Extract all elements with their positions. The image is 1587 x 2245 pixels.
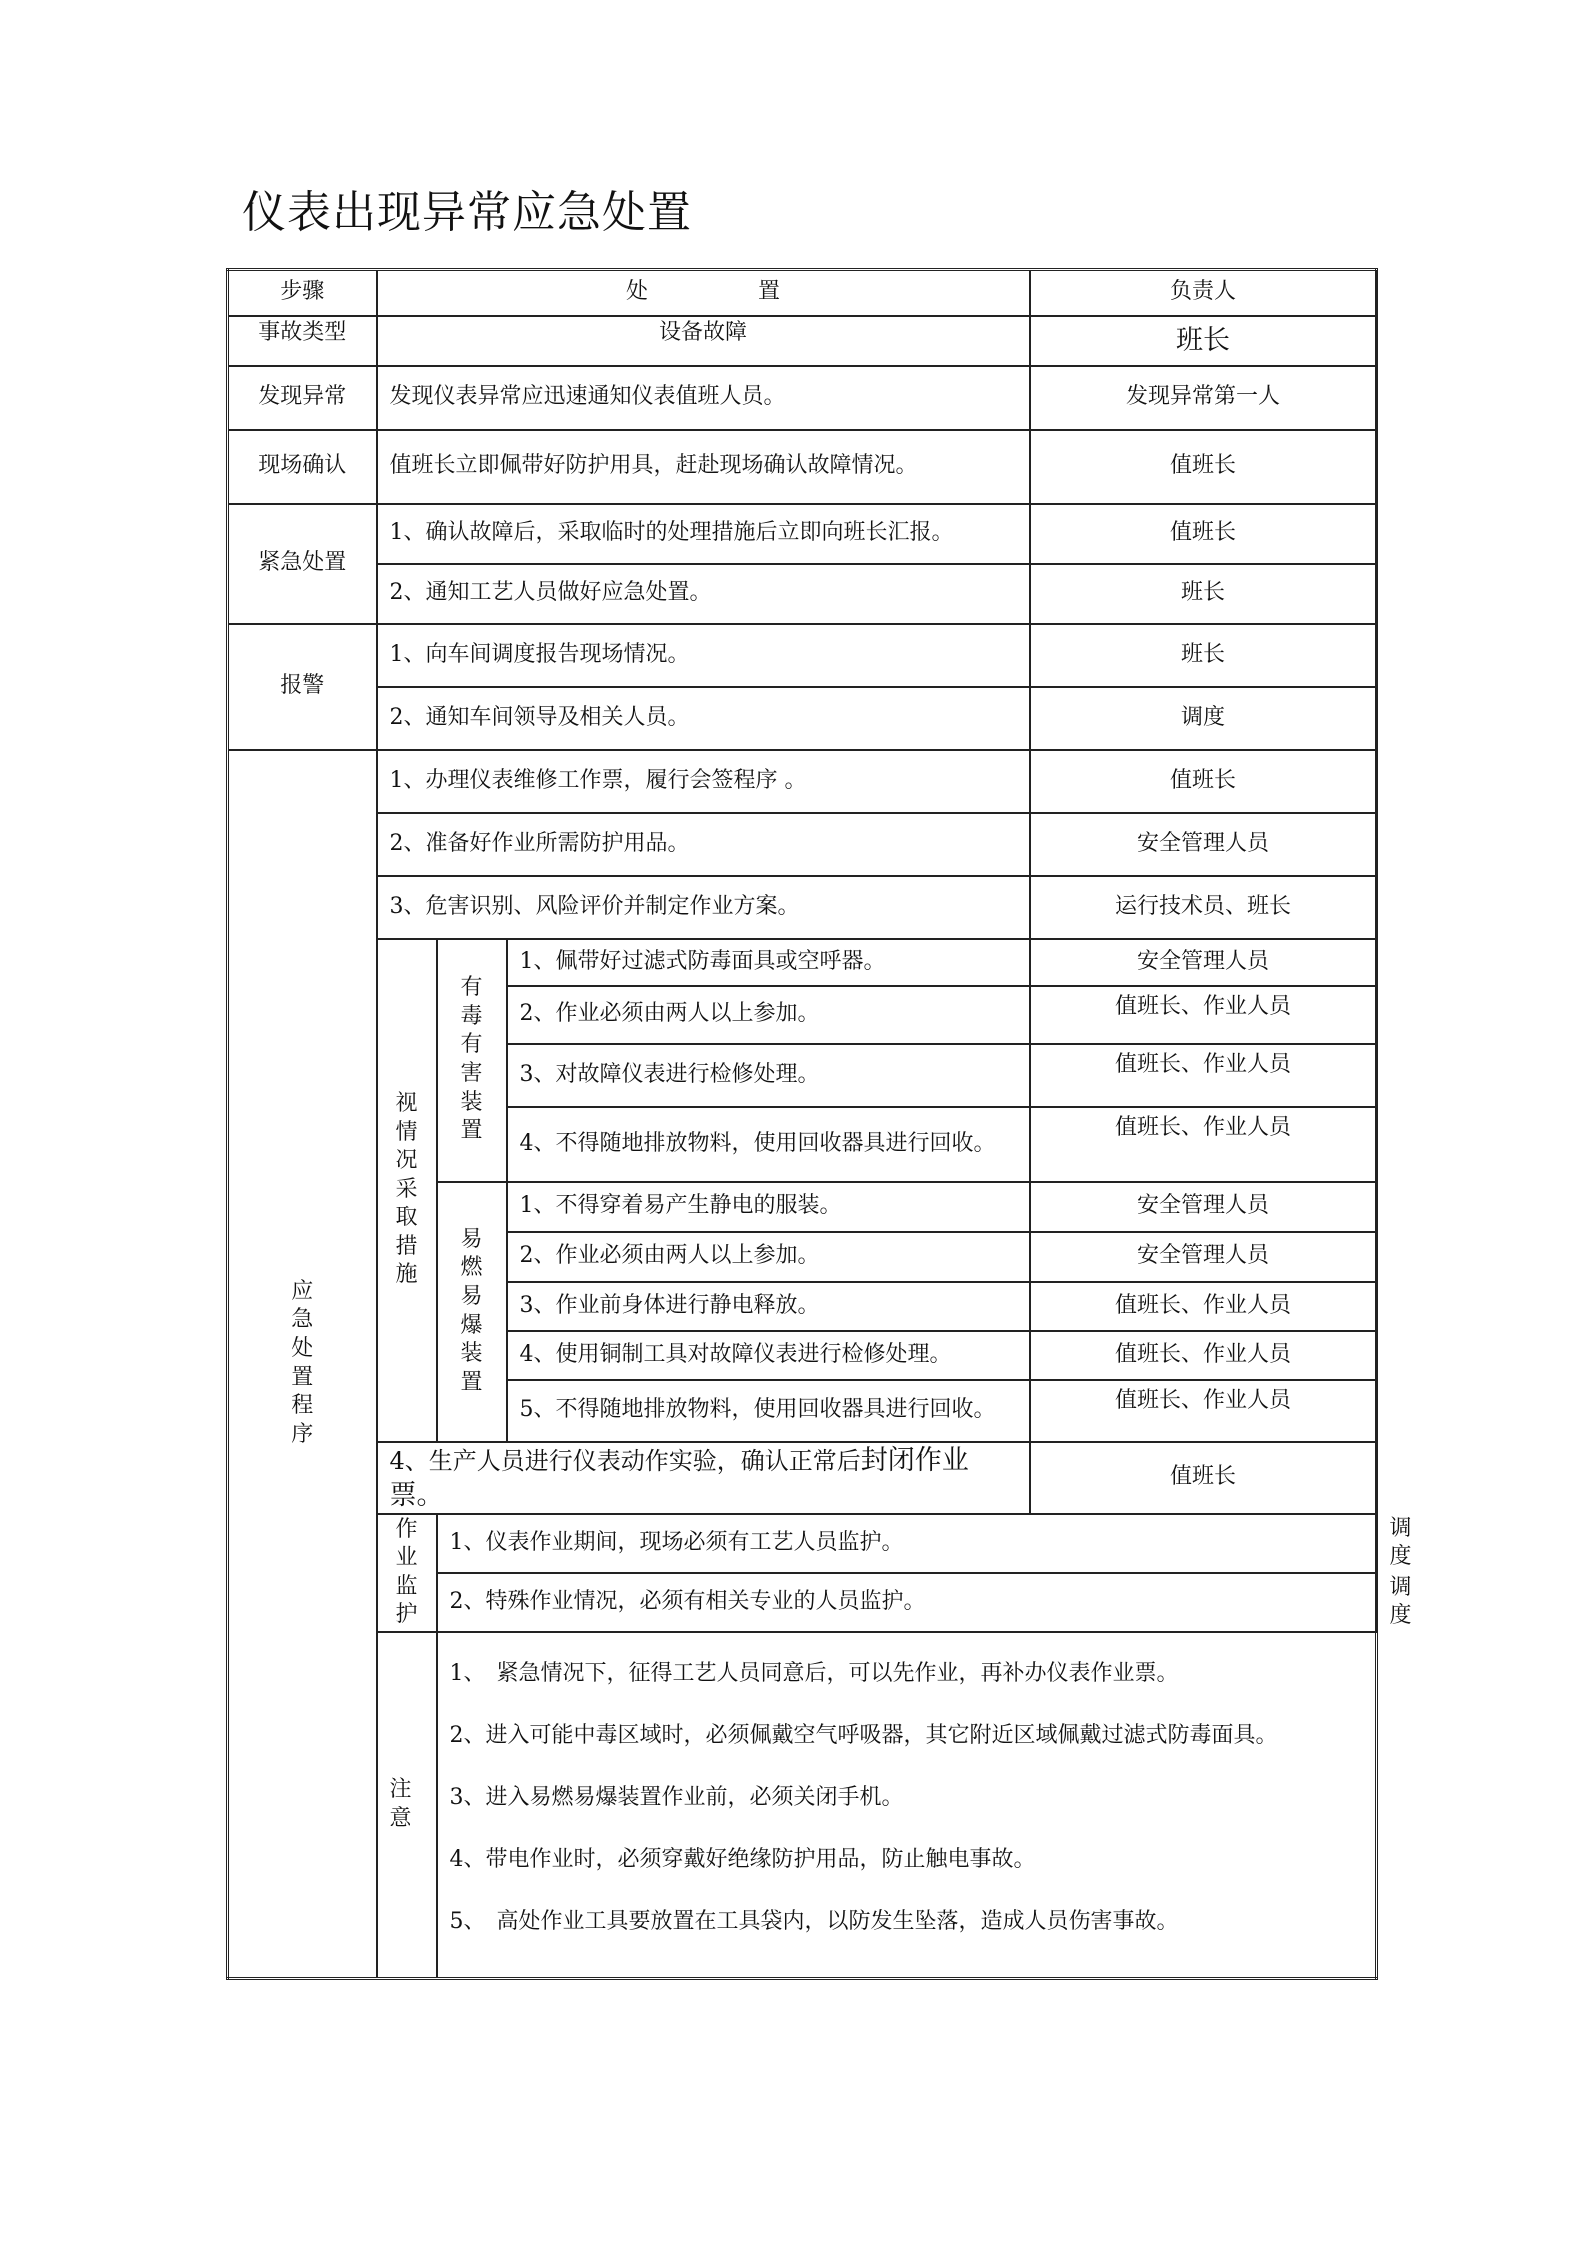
alarm-text-1: 1、向车间调度报告现场情况。	[377, 624, 1030, 687]
flammable-label	[437, 1182, 507, 1442]
toxic-label-char: 毒	[460, 1003, 483, 1029]
procedure-label-char: 程	[291, 1393, 314, 1419]
toxic-text-4: 4、不得随地排放物料，使用回收器具进行回收。	[507, 1107, 1030, 1182]
measures-label-char: 施	[395, 1262, 418, 1288]
emergency-text-1: 1、确认故障后，采取临时的处理措施后立即向班长汇报。	[377, 504, 1030, 564]
note-item: 3、进入易燃易爆装置作业前，必须关闭手机。	[449, 1785, 904, 1811]
confirm-owner: 值班长	[1030, 430, 1377, 504]
confirm-text: 值班长立即佩带好防护用具，赶赴现场确认故障情况。	[377, 430, 1030, 504]
toxic-label-char: 有	[460, 1032, 483, 1058]
note-item: 4、带电作业时，必须穿戴好绝缘防护用品，防止触电事故。	[449, 1847, 1036, 1873]
emergency-text-2: 2、通知工艺人员做好应急处置。	[377, 564, 1030, 624]
flammable-text-2: 2、作业必须由两人以上参加。	[507, 1232, 1030, 1282]
confirm-label: 现场确认	[228, 430, 377, 504]
flammable-label-char: 燃	[460, 1255, 483, 1281]
flammable-text-3: 3、作业前身体进行静电释放。	[507, 1282, 1030, 1331]
measures-label-char: 措	[395, 1233, 418, 1259]
discover-owner: 发现异常第一人	[1030, 366, 1377, 430]
table-row: 2、特殊作业情况，必须有相关专业的人员监护。 调度	[228, 1573, 1377, 1632]
monitor-label: 作业监护	[377, 1514, 437, 1632]
flammable-text-1: 1、不得穿着易产生静电的服装。	[507, 1182, 1030, 1232]
header-action: 处 置	[377, 270, 1030, 316]
procedure-final-owner: 值班长	[1030, 1442, 1377, 1514]
flammable-owner-1: 安全管理人员	[1030, 1182, 1377, 1232]
procedure-label-char: 置	[291, 1364, 314, 1390]
toxic-label-char: 有	[460, 975, 483, 1001]
note-item: 5、 高处作业工具要放置在工具袋内，以防发生坠落，造成人员伤害事故。	[449, 1909, 1179, 1935]
emergency-procedure-table	[226, 268, 1412, 1980]
header-owner: 负责人	[1030, 270, 1377, 316]
flammable-owner-3: 值班长、作业人员	[1030, 1282, 1377, 1331]
measures-label-char: 情	[395, 1119, 418, 1145]
procedure-owner-1: 值班长	[1030, 750, 1377, 813]
accident-type-value: 设备故障	[377, 316, 1030, 366]
toxic-text-1: 1、佩带好过滤式防毒面具或空呼器。	[507, 939, 1030, 986]
procedure-label-char: 处	[291, 1335, 314, 1361]
flammable-text-5: 5、不得随地排放物料，使用回收器具进行回收。	[507, 1380, 1030, 1442]
accident-type-label: 事故类型	[228, 316, 377, 366]
emergency-owner-1: 值班长	[1030, 504, 1377, 564]
table-row	[228, 504, 1377, 564]
table-row	[228, 687, 1377, 750]
note-item: 1、 紧急情况下，征得工艺人员同意后，可以先作业，再补办仪表作业票。	[449, 1661, 1179, 1687]
procedure-final-text-b: 封闭作业票。	[389, 1444, 969, 1511]
alarm-text-2: 2、通知车间领导及相关人员。	[377, 687, 1030, 750]
table-row: 作业监护 1、仪表作业期间，现场必须有工艺人员监护。 调度	[228, 1514, 1377, 1573]
emergency-owner-2: 班长	[1030, 564, 1377, 624]
table-row	[228, 876, 1377, 939]
table-row	[228, 564, 1377, 624]
procedure-owner-2: 安全管理人员	[1030, 813, 1377, 876]
flammable-label-char: 装	[460, 1341, 483, 1367]
discover-text: 发现仪表异常应迅速通知仪表值班人员。	[377, 366, 1030, 430]
toxic-label-char: 装	[460, 1089, 483, 1115]
alarm-label: 报警	[228, 624, 377, 750]
toxic-label-char: 害	[460, 1061, 483, 1086]
notes-label: 注 意	[377, 1632, 437, 1978]
alarm-owner-1: 班长	[1030, 624, 1377, 687]
toxic-label	[437, 939, 507, 1182]
table-row	[228, 430, 1377, 504]
procedure-text-1: 1、办理仪表维修工作票，履行会签程序 。	[377, 750, 1030, 813]
toxic-text-2: 2、作业必须由两人以上参加。	[507, 986, 1030, 1044]
table-row	[228, 1442, 1377, 1514]
alarm-owner-2: 调度	[1030, 687, 1377, 750]
discover-label: 发现异常	[228, 366, 377, 430]
flammable-owner-4: 值班长、作业人员	[1030, 1331, 1377, 1380]
flammable-text-4: 4、使用铜制工具对故障仪表进行检修处理。	[507, 1331, 1030, 1380]
procedure-label-char: 急	[291, 1307, 314, 1333]
toxic-label-char: 置	[460, 1118, 483, 1144]
procedure-final-text	[377, 1442, 1030, 1514]
table-row	[228, 366, 1377, 430]
table-row	[228, 316, 1377, 366]
measures-label-char: 视	[395, 1090, 418, 1116]
table-row	[228, 750, 1377, 813]
header-step: 步骤	[228, 270, 377, 316]
measures-label-char: 况	[395, 1148, 418, 1174]
flammable-owner-2: 安全管理人员	[1030, 1232, 1377, 1282]
notes-list	[437, 1632, 1377, 1978]
toxic-text-3: 3、对故障仪表进行检修处理。	[507, 1044, 1030, 1107]
procedure-label-char: 应	[291, 1278, 314, 1304]
monitor-text-2: 2、特殊作业情况，必须有相关专业的人员监护。	[437, 1573, 1377, 1632]
procedure-owner-3: 运行技术员、班长	[1030, 876, 1377, 939]
procedure-label	[228, 750, 377, 1979]
toxic-owner-1: 安全管理人员	[1030, 939, 1377, 986]
flammable-owner-5: 值班长、作业人员	[1030, 1380, 1377, 1442]
procedure-label-char: 序	[291, 1421, 314, 1447]
toxic-owner-2: 值班长、作业人员	[1030, 986, 1377, 1044]
table-row	[228, 813, 1377, 876]
table-row	[228, 939, 1377, 986]
flammable-label-char: 易	[460, 1283, 483, 1309]
flammable-label-char: 置	[460, 1369, 483, 1395]
accident-type-owner: 班长	[1030, 316, 1377, 366]
monitor-text-1: 1、仪表作业期间，现场必须有工艺人员监护。	[437, 1514, 1377, 1573]
table-header-row	[228, 270, 1377, 316]
toxic-owner-3: 值班长、作业人员	[1030, 1044, 1377, 1107]
measures-label	[377, 939, 437, 1442]
emergency-label: 紧急处置	[228, 504, 377, 624]
note-item: 2、进入可能中毒区域时，必须佩戴空气呼吸器，其它附近区域佩戴过滤式防毒面具。	[449, 1723, 1278, 1749]
procedure-text-2: 2、准备好作业所需防护用品。	[377, 813, 1030, 876]
toxic-owner-4: 值班长、作业人员	[1030, 1107, 1377, 1182]
table-row	[228, 1632, 1377, 1978]
procedure-text-3: 3、危害识别、风险评价并制定作业方案。	[377, 876, 1030, 939]
measures-label-char: 取	[395, 1205, 418, 1231]
procedure-final-text-a: 4、生产人员进行仪表动作实验，确认正常后	[389, 1446, 861, 1475]
page-title: 仪表出现异常应急处置	[242, 187, 692, 238]
flammable-label-char: 易	[460, 1226, 483, 1252]
flammable-label-char: 爆	[460, 1312, 483, 1338]
measures-label-char: 采	[395, 1176, 418, 1202]
table-row	[228, 624, 1377, 687]
